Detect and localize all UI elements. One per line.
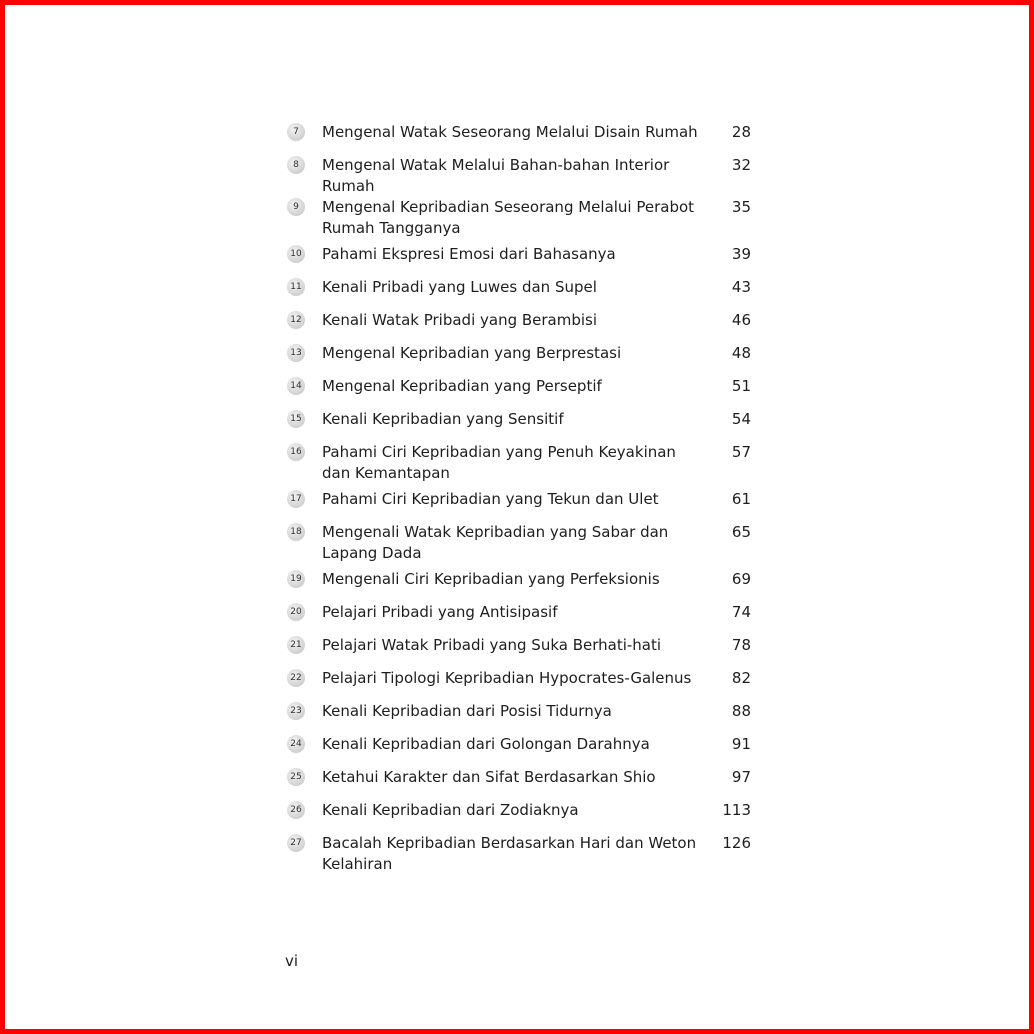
chapter-title: Pahami Ciri Kepribadian yang Tekun dan Ulet xyxy=(322,490,659,508)
chapter-title: Pahami Ciri Kepribadian yang Penuh Keyakinan dan Kemantapan xyxy=(322,443,676,482)
chapter-number-badge: 13 xyxy=(287,344,305,362)
chapter-page-number: 43 xyxy=(731,278,751,296)
chapter-title: Bacalah Kepribadian Berdasarkan Hari dan Weton Kelahiran xyxy=(322,834,697,873)
chapter-page-number: 57 xyxy=(731,443,751,461)
chapter-number-badge: 9 xyxy=(287,198,305,216)
chapter-number-badge: 24 xyxy=(287,735,305,753)
chapter-page-number: 65 xyxy=(731,523,751,541)
toc-entry xyxy=(287,522,751,569)
chapter-number-badge: 17 xyxy=(287,490,305,508)
chapter-title: Kenali Kepribadian dari Zodiaknya xyxy=(322,801,579,819)
table-of-contents xyxy=(287,122,751,880)
chapter-number-badge: 19 xyxy=(287,570,305,588)
chapter-title: Pelajari Tipologi Kepribadian Hypocrates-Galenus xyxy=(322,669,692,687)
chapter-page-number: 69 xyxy=(731,570,751,588)
chapter-page-number: 126 xyxy=(722,834,751,852)
chapter-number-badge: 25 xyxy=(287,768,305,786)
chapter-title: Ketahui Karakter dan Sifat Berdasarkan Shio xyxy=(322,768,656,786)
chapter-number-badge: 27 xyxy=(287,834,305,852)
chapter-page-number: 51 xyxy=(731,377,751,395)
toc-entry xyxy=(287,122,751,155)
chapter-title: Mengenal Watak Seseorang Melalui Disain Rumah xyxy=(322,123,698,141)
chapter-title: Kenali Pribadi yang Luwes dan Supel xyxy=(322,278,597,296)
toc-entry xyxy=(287,569,751,602)
chapter-number-badge: 12 xyxy=(287,311,305,329)
chapter-page-number: 54 xyxy=(731,410,751,428)
chapter-page-number: 61 xyxy=(731,490,751,508)
chapter-number-badge: 15 xyxy=(287,410,305,428)
chapter-page-number: 74 xyxy=(731,603,751,621)
toc-entry xyxy=(287,343,751,376)
toc-entry xyxy=(287,376,751,409)
chapter-title: Mengenal Kepribadian Seseorang Melalui Perabot Rumah Tangganya xyxy=(322,198,695,237)
toc-entry xyxy=(287,668,751,701)
toc-entry xyxy=(287,734,751,767)
chapter-title: Mengenali Watak Kepribadian yang Sabar dan Lapang Dada xyxy=(322,523,669,562)
chapter-page-number: 97 xyxy=(731,768,751,786)
chapter-number-badge: 8 xyxy=(287,156,305,174)
page-folio: vi xyxy=(285,952,299,970)
chapter-number-badge: 14 xyxy=(287,377,305,395)
chapter-page-number: 88 xyxy=(731,702,751,720)
chapter-title: Kenali Kepribadian dari Golongan Darahnya xyxy=(322,735,650,753)
chapter-title: Mengenal Watak Melalui Bahan-bahan Interior Rumah xyxy=(322,156,670,195)
chapter-title: Mengenali Ciri Kepribadian yang Perfeksionis xyxy=(322,570,660,588)
chapter-number-badge: 16 xyxy=(287,443,305,461)
toc-entry xyxy=(287,409,751,442)
chapter-page-number: 32 xyxy=(731,156,751,174)
toc-entry xyxy=(287,701,751,734)
chapter-number-badge: 23 xyxy=(287,702,305,720)
toc-entry xyxy=(287,244,751,277)
toc-entry xyxy=(287,489,751,522)
chapter-title: Kenali Kepribadian yang Sensitif xyxy=(322,410,564,428)
chapter-title: Mengenal Kepribadian yang Perseptif xyxy=(322,377,602,395)
chapter-page-number: 48 xyxy=(731,344,751,362)
chapter-page-number: 35 xyxy=(731,198,751,216)
chapter-page-number: 39 xyxy=(731,245,751,263)
chapter-page-number: 46 xyxy=(731,311,751,329)
chapter-number-badge: 7 xyxy=(287,123,305,141)
chapter-title: Pelajari Watak Pribadi yang Suka Berhati-hati xyxy=(322,636,662,654)
toc-entry xyxy=(287,310,751,343)
chapter-title: Kenali Kepribadian dari Posisi Tidurnya xyxy=(322,702,612,720)
toc-entry xyxy=(287,767,751,800)
chapter-title: Pelajari Pribadi yang Antisipasif xyxy=(322,603,558,621)
chapter-page-number: 82 xyxy=(731,669,751,687)
chapter-number-badge: 22 xyxy=(287,669,305,687)
chapter-page-number: 113 xyxy=(722,801,751,819)
chapter-title: Pahami Ekspresi Emosi dari Bahasanya xyxy=(322,245,616,263)
toc-entry xyxy=(287,635,751,668)
chapter-title: Mengenal Kepribadian yang Berprestasi xyxy=(322,344,622,362)
toc-entry xyxy=(287,277,751,310)
chapter-page-number: 78 xyxy=(731,636,751,654)
chapter-number-badge: 20 xyxy=(287,603,305,621)
chapter-number-badge: 11 xyxy=(287,278,305,296)
toc-entry xyxy=(287,833,751,880)
chapter-page-number: 91 xyxy=(731,735,751,753)
toc-entry xyxy=(287,602,751,635)
chapter-title: Kenali Watak Pribadi yang Berambisi xyxy=(322,311,598,329)
toc-entry xyxy=(287,155,751,197)
chapter-number-badge: 21 xyxy=(287,636,305,654)
chapter-number-badge: 18 xyxy=(287,523,305,541)
toc-entry xyxy=(287,442,751,489)
toc-entry xyxy=(287,800,751,833)
toc-entry xyxy=(287,197,751,244)
chapter-page-number: 28 xyxy=(731,123,751,141)
chapter-number-badge: 10 xyxy=(287,245,305,263)
chapter-number-badge: 26 xyxy=(287,801,305,819)
